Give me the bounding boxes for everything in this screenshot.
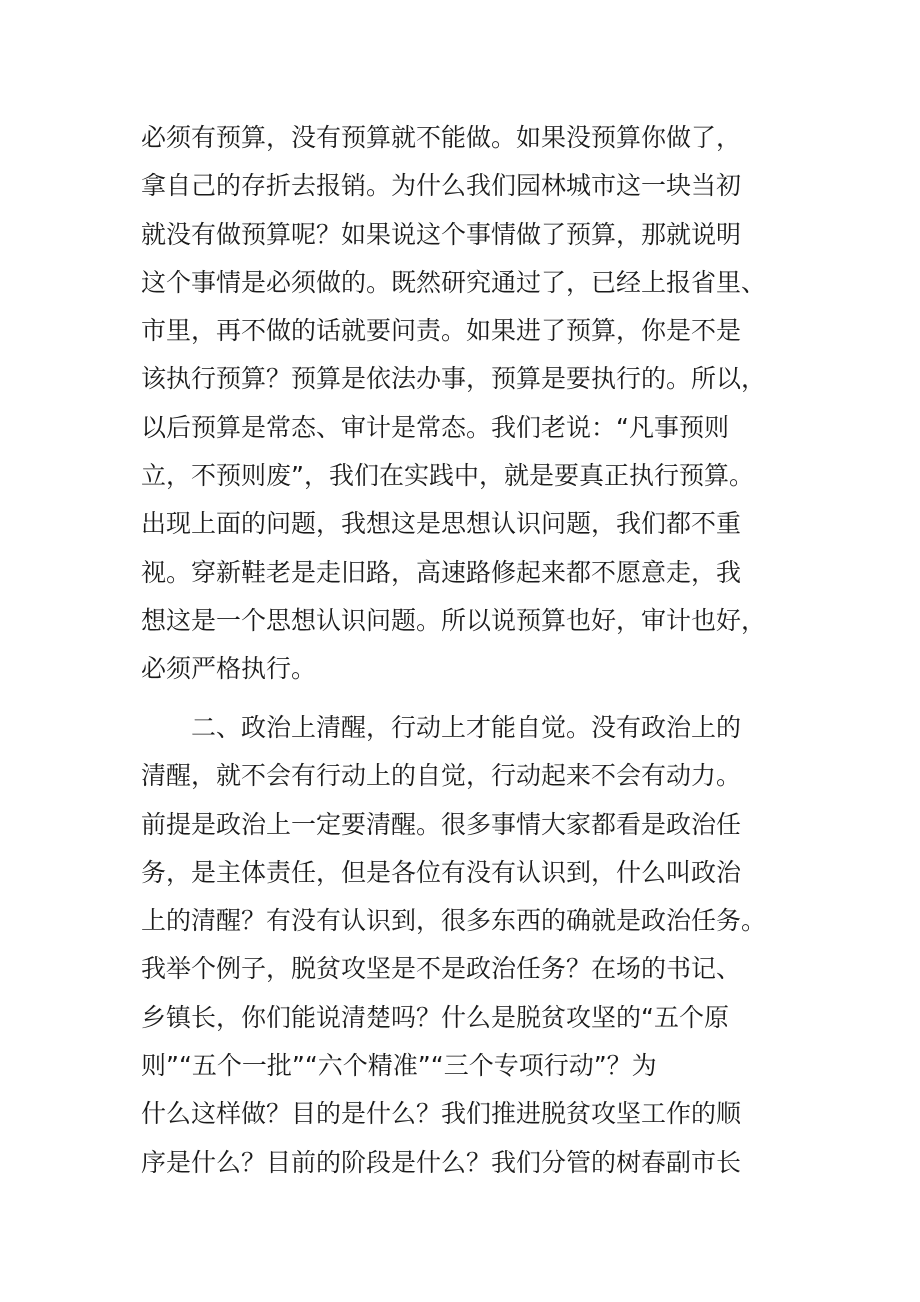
text-line: 必须有预算，没有预算就不能做。如果没预算你做了， — [141, 123, 742, 152]
text-line: 这个事情是必须做的。既然研究通过了，已经上报省里、 — [141, 267, 767, 297]
text-line: 前提是政治上一定要清醒。很多事情大家都看是政治任 — [141, 809, 742, 839]
text-line: 我举个例子，脱贫攻坚是不是政治任务？在场的书记、 — [141, 954, 742, 984]
text-line: 视。穿新鞋老是走旧路，高速路修起来都不愿意走，我 — [141, 557, 742, 587]
text-line: 务，是主体责任，但是各位有没有认识到，什么叫政治 — [141, 857, 742, 887]
text-line: 想这是一个思想认识问题。所以说预算也好，审计也好， — [141, 605, 767, 635]
text-line: 以后预算是常态、审计是常态。我们老说：“凡事预则 — [141, 412, 729, 442]
text-line: 乡镇长，你们能说清楚吗？什么是脱贫攻坚的“五个原 — [141, 1002, 729, 1032]
text-line: 市里，再不做的话就要问责。如果进了预算，你是不是 — [141, 316, 742, 346]
text-line: 序是什么？目前的阶段是什么？我们分管的树春副市长 — [141, 1147, 742, 1177]
text-line: 该执行预算？预算是依法办事，预算是要执行的。所以， — [141, 364, 767, 394]
text-line: 二、政治上清醒，行动上才能自觉。没有政治上的 — [141, 713, 742, 742]
paragraph-political-awareness — [141, 704, 791, 1187]
text-line: 拿自己的存折去报销。为什么我们园林城市这一块当初 — [141, 171, 742, 201]
text-line: 什么这样做？目的是什么？我们推进脱贫攻坚工作的顺 — [141, 1099, 742, 1129]
text-line: 清醒，就不会有行动上的自觉，行动起来不会有动力。 — [141, 761, 742, 791]
text-line: 则”“五个一批”“六个精准”“三个专项行动”？为 — [141, 1051, 657, 1081]
text-line: 就没有做预算呢？如果说这个事情做了预算，那就说明 — [141, 219, 742, 249]
text-line: 立，不预则废”，我们在实践中，就是要真正执行预算。 — [141, 461, 754, 491]
text-line: 上的清醒？有没有认识到，很多东西的确就是政治任务。 — [141, 906, 767, 936]
paragraph-budget — [141, 114, 791, 694]
text-line: 必须严格执行。 — [141, 654, 317, 684]
text-line: 出现上面的问题，我想这是思想认识问题，我们都不重 — [141, 509, 742, 539]
